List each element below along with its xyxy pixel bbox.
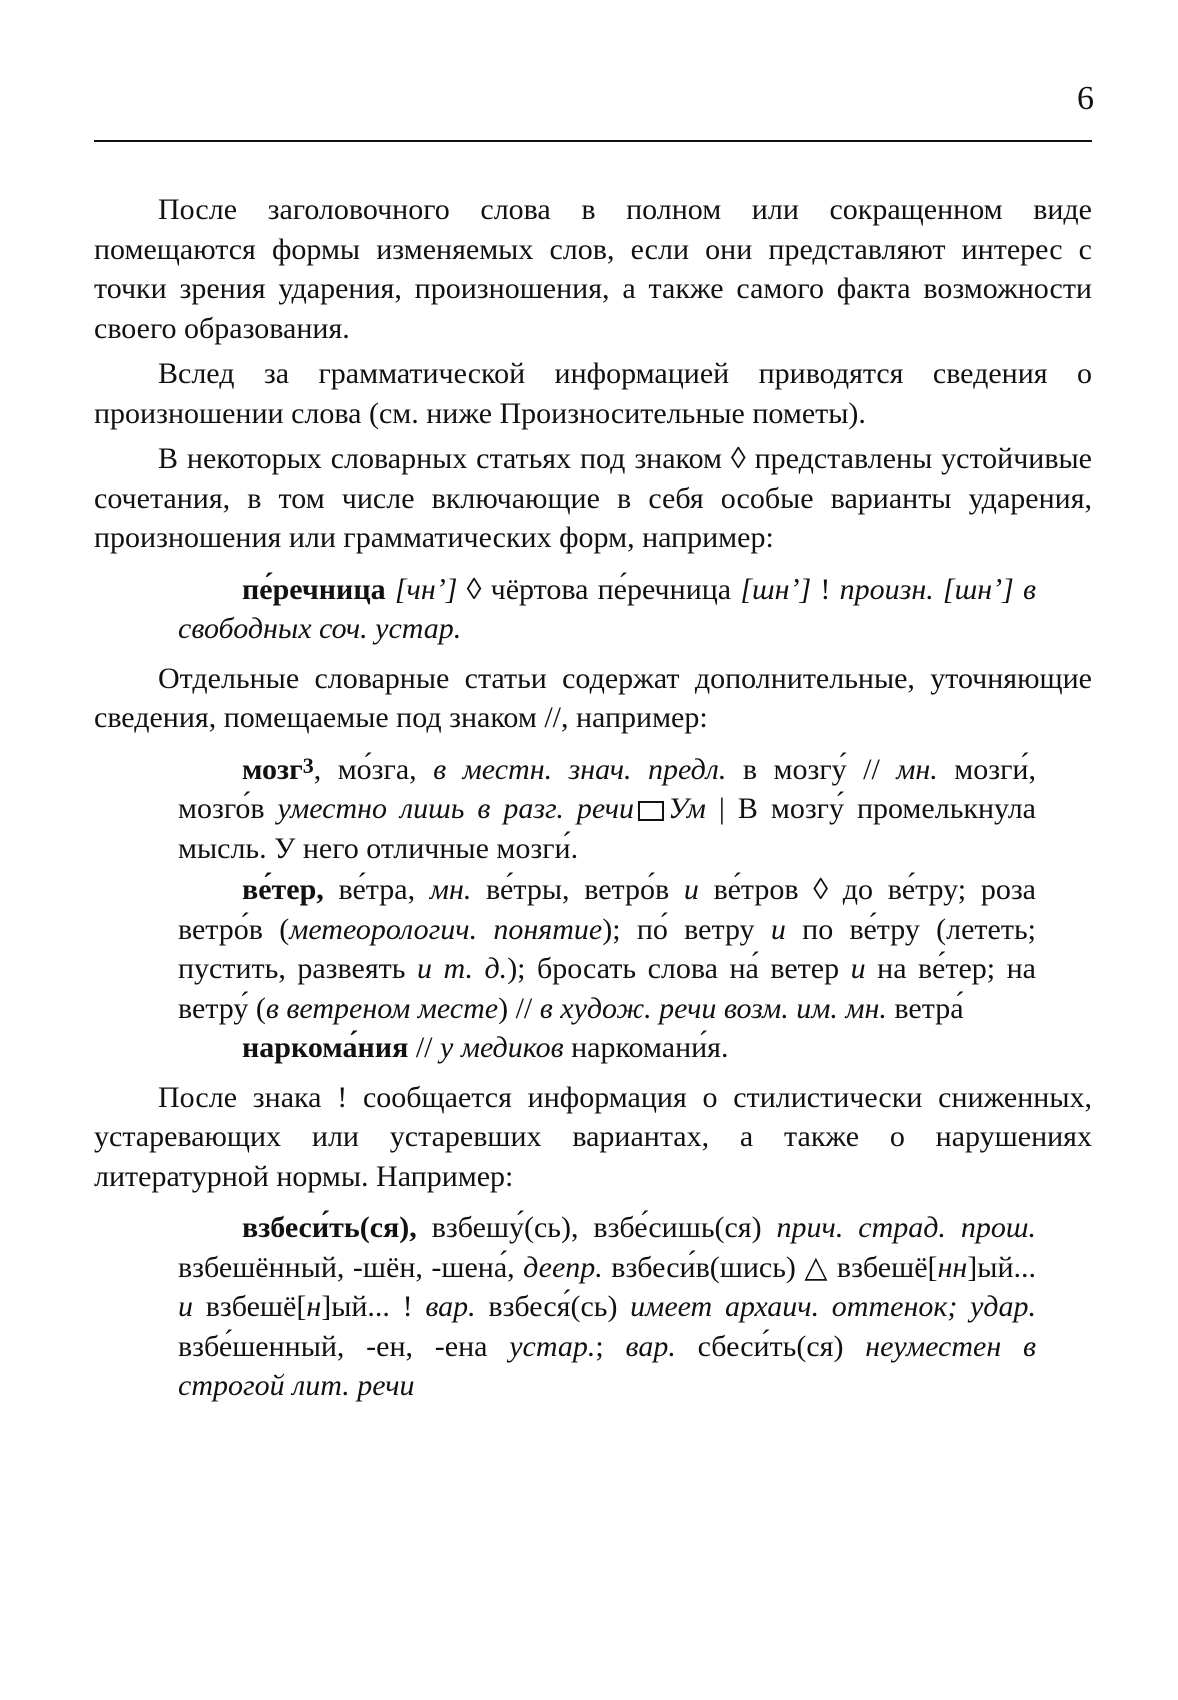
page-number: 6 <box>1077 80 1094 117</box>
headword: пе́речница <box>242 572 386 606</box>
example-entry-vzbesitsya: взбеси́ть(ся), взбешу́(сь), взбе́сишь(ся) прич. страд. прош. взбешённый, -шён, -шена́, деепр. взбеси́в(шись) △ взбешё[нн]ый... и взбешё[н]ый... ! вар. взбеся́(сь) имеет архаич. оттенок; удар. взбе́шенный, -ен, -ена устар.; вар. сбеси́ть(ся) неуместен в строгой лит. речи <box>178 1211 1036 1402</box>
paragraph: Вслед за грамматической информацией приводятся сведения о произношении слова (см. ниже Произносительные пометы). <box>94 357 1092 430</box>
headword: наркома́ния <box>242 1031 409 1064</box>
example-entry-perechnitsa: пе́речница [чнʼ] ◊ чёртова пе́речница [шнʼ] ! произн. [шнʼ] в свободных соч. устар. <box>178 572 1036 645</box>
square-box-icon <box>638 801 664 821</box>
headword: мозг <box>242 752 303 786</box>
header-rule <box>94 140 1092 142</box>
paragraph: В некоторых словарных статьях под знаком ◊ представлены устойчивые сочетания, в том числе включающие в себя особые варианты ударения, произношения или грамматических форм, например: <box>94 442 1092 554</box>
example-entry-mozg: мозг$^3$, мо́зга, в местн. знач. предл. в мозгу́ // мн. мозги́, мозго́в уместно лишь в разг. речи Ум | В мозгу́ промелькнула мысль. У него отличные мозги́. ве́тер, ве́тра, мн. ве́тры, ветро́в и ве́тров ◊ до ве́тру; роза ветро́в (метеорологич. понятие); по́ ветру и по ве́тру (лететь; пустить, развеять и т. д.); бросать слова на́ ветер и на ве́тер; на ветру́ (в ветреном месте) // в худож. речи возм. им. мн. ветра́ наркома́ния // у медиков наркомани́я. <box>94 750 1092 1068</box>
headword: ве́тер, <box>242 873 324 906</box>
headword: взбеси́ть(ся), <box>242 1211 417 1244</box>
example-entry-narkomaniya: наркома́ния // у медиков наркомани́я. <box>242 1031 729 1064</box>
paragraph: После заголовочного слова в полном или сокращенном виде помещаются формы изменяемых слов, если они представляют интерес с точки зрения ударения, произношения, а также самого факта возможности своего образования. <box>94 193 1092 345</box>
page-body <box>94 190 1092 1416</box>
paragraph: Отдельные словарные статьи содержат дополнительные, уточняющие сведения, помещаемые под знаком //, например: <box>94 661 1092 734</box>
example-entry-veter: ве́тер, ве́тра, мн. ве́тры, ветро́в и ве́тров ◊ до ве́тру; роза ветро́в (метеорологич. понятие); по́ ветру и по ве́тру (лететь; пустить, развеять и т. д.); бросать слова на́ ветер и на ве́тер; на ветру́ (в ветреном месте) // в худож. речи возм. им. мн. ветра́ <box>178 873 1036 1025</box>
paragraph: После знака ! сообщается информация о стилистически сниженных, устаревающих или устаревших вариантах, а также о нарушениях литературной нормы. Например: <box>94 1080 1092 1193</box>
